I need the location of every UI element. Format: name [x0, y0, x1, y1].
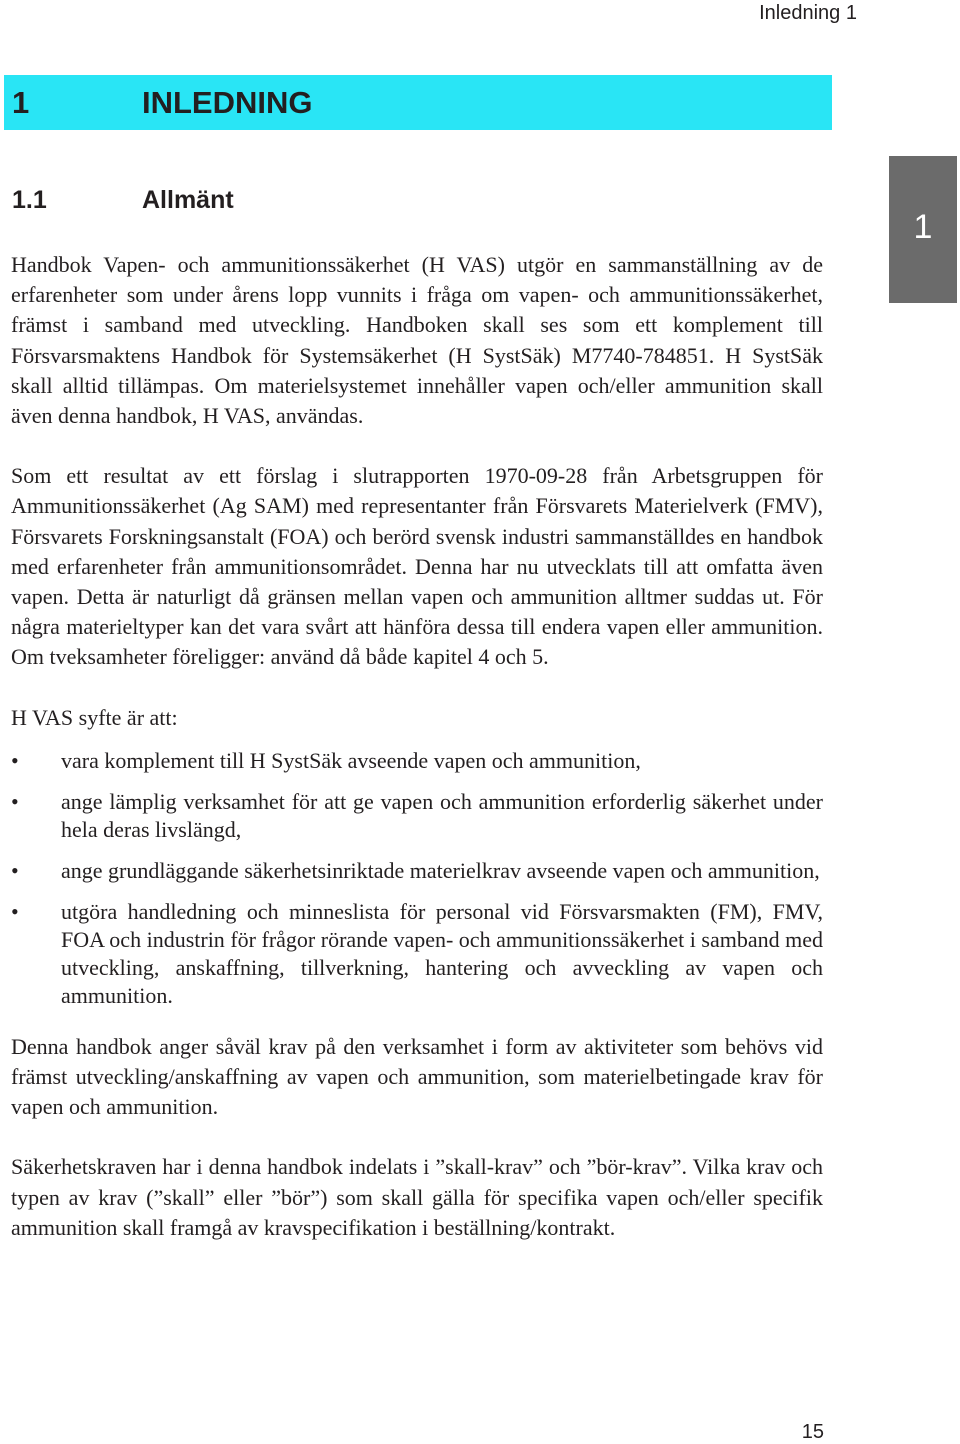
chapter-title: INLEDNING: [142, 84, 313, 120]
bullet-icon: •: [11, 747, 19, 773]
paragraph: Handbok Vapen- och ammunitionssäkerhet (H VAS) utgör en sammanställning av de erfarenheter som under årens lopp vunnits i fråga om vapen- och ammunitionssäkerhet, främst i samband med utveckling. Handboken skall ses som ett komplement till Försvarsmaktens Handbok för Systemsäkerhet (H SystSäk) M7740-784851. H SystSäk skall alltid tillämpas. Om materielsystemet innehåller vapen och/eller ammunition skall även denna handbok, H VAS, användas.: [11, 252, 823, 429]
running-head: Inledning 1: [759, 2, 857, 24]
list-item-text: vara komplement till H SystSäk avseende vapen och ammunition,: [61, 747, 641, 773]
bullet-icon: •: [11, 898, 19, 924]
list-item: [11, 788, 823, 844]
list-item: [11, 898, 823, 1010]
section-title: Allmänt: [142, 186, 234, 214]
paragraph: Denna handbok anger såväl krav på den verksamhet i form av aktiviteter som behövs vid främst utveckling/anskaffning av vapen och ammunition, som materielbetingade krav för vapen och ammunition.: [11, 1033, 823, 1120]
list-item: [11, 857, 823, 885]
chapter-number: 1: [12, 84, 30, 120]
body-text: [11, 250, 823, 1243]
list-item: [11, 747, 823, 775]
section-heading: [12, 186, 612, 215]
list-intro: H VAS syfte är att:: [11, 704, 178, 730]
purpose-list: [11, 747, 823, 1010]
chapter-side-tab: 1: [889, 156, 957, 303]
bullet-icon: •: [11, 857, 19, 883]
list-item-text: ange lämplig verksamhet för att ge vapen och ammunition erforderlig säkerhet under hela deras livslängd,: [61, 788, 823, 842]
bullet-icon: •: [11, 788, 19, 814]
list-item-text: ange grundläggande säkerhetsinriktade materielkrav avseende vapen och ammunition,: [61, 857, 820, 883]
chapter-heading-bar: [4, 75, 832, 130]
page-number: 15: [801, 1421, 824, 1443]
paragraph: Som ett resultat av ett förslag i slutrapporten 1970-09-28 från Arbetsgruppen för Ammunitionssäkerhet (Ag SAM) med representanter från Försvarets Materielverk (FMV), Försvarets Forskningsanstalt (FOA) och berörd svensk industri sammanställdes en handbok med erfarenheter från ammunitionsområdet. Denna har nu utvecklats till att omfatta även vapen. Detta är naturligt då gränsen mellan vapen och ammunition alltmer suddas ut. För några materieltyper kan det vara svårt att hänföra dessa till endera vapen eller ammunition. Om tveksamheter föreligger: använd då både kapitel 4 och 5.: [11, 463, 823, 670]
section-number: 1.1: [12, 186, 47, 214]
list-item-text: utgöra handledning och minneslista för personal vid Försvarsmakten (FM), FMV, FOA och industrin för frågor rörande vapen- och ammunitionssäkerhet i samband med utveckling, anskaffning, tillverkning, hantering och avveckling av vapen och ammunition.: [61, 898, 823, 1008]
paragraph: Säkerhetskraven har i denna handbok indelats i ”skall-krav” och ”bör-krav”. Vilka krav och typen av krav (”skall” eller ”bör”) som skall gälla för specifika vapen och/eller specifik ammunition skall framgå av kravspecifikation i beställning/kontrakt.: [11, 1154, 823, 1240]
